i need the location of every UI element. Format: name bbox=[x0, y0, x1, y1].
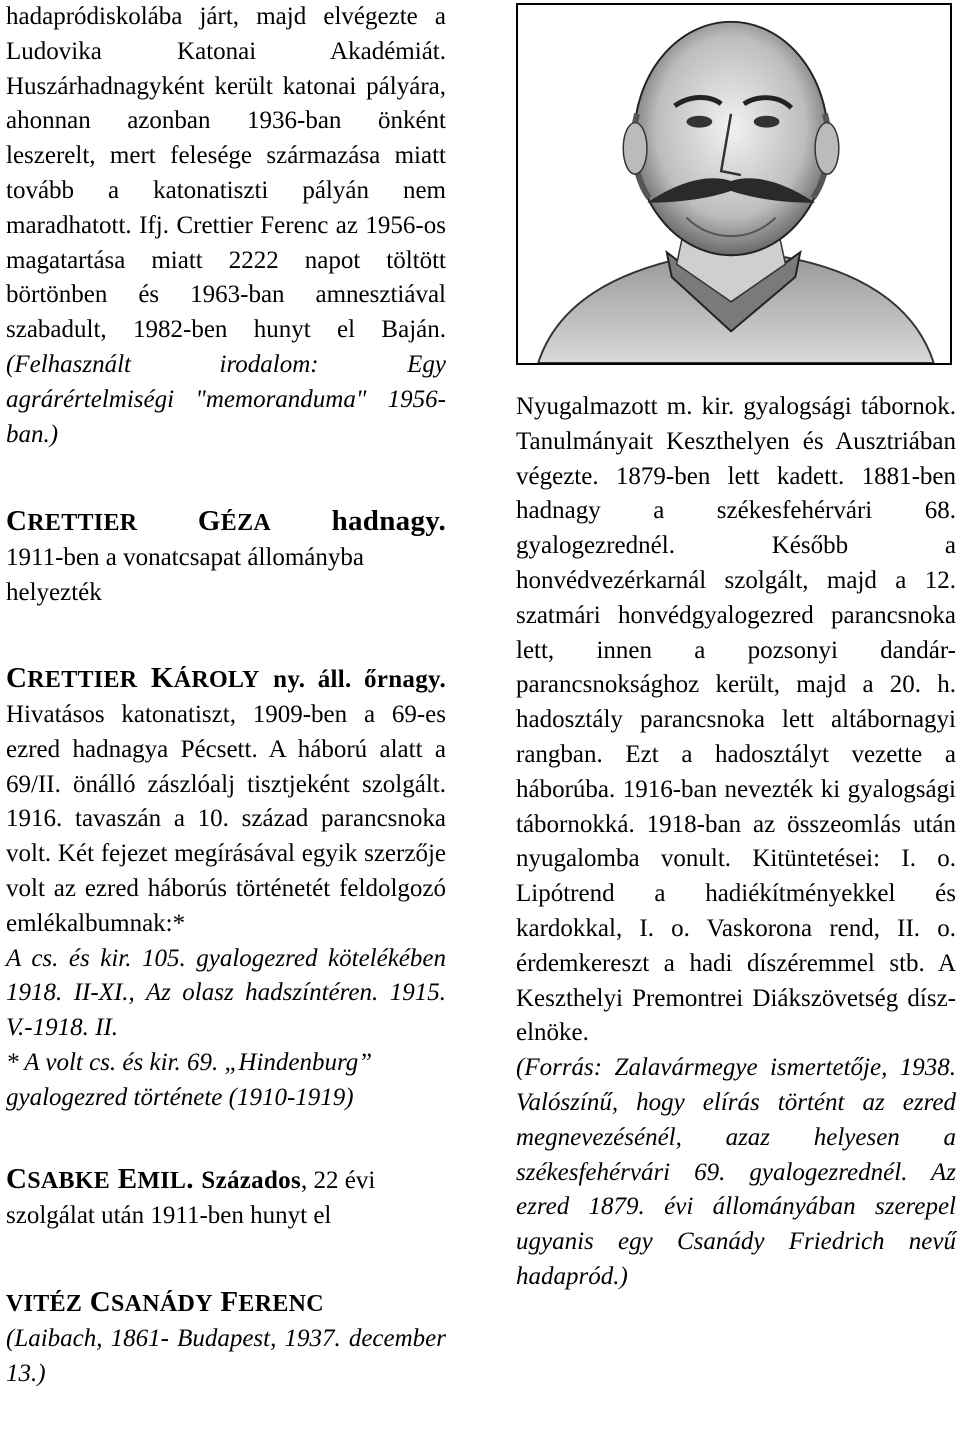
rank-text: hadnagy. bbox=[331, 505, 446, 538]
entry-csabke-text: , 22 évi szolgálat után 1911-ben hunyt el bbox=[6, 1166, 376, 1229]
book-title-2: * A volt cs. és kir. 69. „Hindenburg” gyalogezred története (1910-1919) bbox=[6, 1048, 373, 1111]
entry-csanady-heading: VITÉZ CSANÁDY FERENC bbox=[6, 1286, 324, 1319]
entry-csabke-emil bbox=[6, 1162, 446, 1234]
entry-crettier-karoly-text: Hivatásos katonatiszt, 1909-ben a 69-es ezred hadnagya Pécsett. A háború alatt a 69/II. önálló zászlóalj tisztjeként szolgált. 1916. tavaszán a 10. század parancsnoka volt. Két fejezet megírásával egyik szerzője volt az ezred háborús történetét feldolgozó emlékalbumnak:* bbox=[6, 700, 446, 937]
book-title-1: A cs. és kir. 105. gyalogezred kötelékében 1918. II-XI., Az olasz hadszíntéren. 1915. V.-1918. II. bbox=[6, 944, 446, 1042]
intro-paragraph bbox=[6, 0, 446, 452]
entry-csanady-text: (Laibach, 1861- Budapest, 1937. december 13.) bbox=[6, 1325, 446, 1388]
entry-crettier-geza-text: 1911-ben a vonatcsapat állományba helyezték bbox=[6, 544, 364, 607]
portrait-image bbox=[516, 3, 952, 365]
entry-csabke-heading: CSABKE EMIL. Százados bbox=[6, 1162, 302, 1195]
left-column bbox=[6, 0, 446, 1392]
intro-text: hadapródiskolába járt, majd elvégezte a Ludovika Katonai Akadémiát. Huszárhadnagyként került katonai pályára, ahonnan azonban 1936-ban önként leszerelt, mert felesége származása miatt tovább a katonatiszti pályán nem maradhatott. Ifj. Crettier Ferenc az 1956-os magatartása miatt 2222 napot töltött börtönben és 1963-ban amnesztiával szabadult, 1982-ben hunyt el Baján. bbox=[6, 3, 446, 344]
portrait-drawing bbox=[518, 5, 950, 363]
right-column bbox=[516, 390, 956, 1295]
entry-crettier-karoly bbox=[6, 661, 446, 942]
right-column-text: Nyugalmazott m. kir. gyalogsági tábornok. Tanulmányait Keszthelyen és Ausztriában végezte. 1879-ben lett kadett. 1881-ben hadnagy a székesfehérvári 68. gyalogezrednél. Később a honvédvezérkarnál szolgált, majd a 12. szatmári honvédgyalogezred parancsnoka lett, innen a pozsonyi dandár- parancsnoksághoz került, majd a 20. h. hadosztály parancsnoka lett altábornagyi rangban. Ezt a hadosztályt vezette a háborúba. 1916-ban nevezték ki gyalogsági tábornokká. 1918-ban az összeomlás után nyugalomba vonult. Kitüntetései: I. o. Lipótrend a hadiékítményekkel és kardokkal, I. o. Vaskorona rend, II. o. érdemkereszt a hadi díszéremmel stb. A Keszthelyi Premontrei Diákszövetség dísz- elnöke. bbox=[516, 393, 956, 1047]
entry-crettier-geza-heading: CRETTIER GÉZA hadnagy. bbox=[6, 505, 446, 538]
right-column-source: (Forrás: Zalavármegye ismertetője, 1938. Valószínű, hogy elírás történt az ezred megnevezésénél, azaz helyesen a székesfehérvári 69. gyalogezrednél. Az ezred 1879. évi állományában szerepel ugyanis egy Csanády Friedrich nevű hadapród.) bbox=[516, 1054, 956, 1290]
entry-crettier-karoly-heading: CRETTIER KÁROLY ny. áll. őrnagy. bbox=[6, 661, 446, 694]
intro-source: (Felhasznált irodalom: Egy agrárértelmiségi "memoranduma" 1956-ban.) bbox=[6, 350, 446, 448]
